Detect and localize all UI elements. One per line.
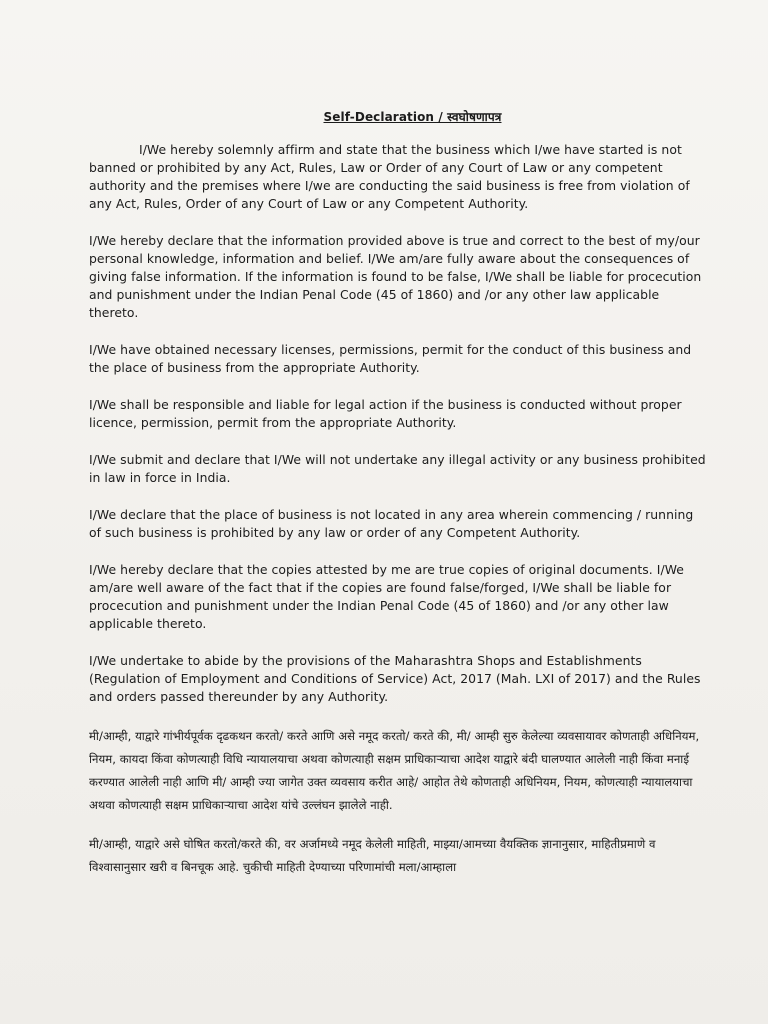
paragraph-legal-liability: I/We shall be responsible and liable for legal action if the business is conducted without proper licence, permission, permit from the appropriate Authority. [89,397,682,430]
paragraph-place-of-business: I/We declare that the place of business is not located in any area wherein commencing / running of such business is prohibited by any law or order of any Competent Authority. [89,507,694,540]
paragraph-marathi-affirmation: मी/आम्ही, याद्वारे गांभीर्यपूर्वक दृढकथन करतो/ करते आणि असे नमूद करतो/ करते की, मी/ आम्ही सुरु केलेल्या व्यवसायावर कोणताही अधिनियम, नियम, कायदा किंवा कोणत्याही विधि न्यायालयाचा अथवा कोणत्याही सक्षम प्राधिकाऱ्याचा आदेश याद्वारे बंदी घालण्यात आलेली नाही किंवा मनाई करण्यात आलेली नाही आणि मी/ आम्ही ज्या जागेत उक्त व्यवसाय करीत आहे/ आहोत तेथे कोणताही अधिनियम, नियम, कोणत्याही न्यायालयाचा अथवा कोणत्याही सक्षम प्राधिकाऱ्याचा आदेश यांचे उल्लंघन झालेले नाही. [89,729,700,812]
paragraph-abide-act: I/We undertake to abide by the provisions of the Maharashtra Shops and Establishments (Regulation of Employment and Conditions of Service) Act, 2017 (Mah. LXI of 2017) and the Rules and orders passed thereunder by any Authority. [89,653,701,704]
document-title: Self-Declaration / स्वघोषणापत्र [323,110,502,124]
paragraph-affirmation: I/We hereby solemnly affirm and state that the business which I/we have started is not banned or prohibited by any Act, Rules, Law or Order of any Court of Law or any competent authority and the premises where I/we are conducting the said business is free from violation of any Act, Rules, Order of any Court of Law or any Competent Authority. [89,142,690,211]
paragraph-marathi-declaration: मी/आम्ही, याद्वारे असे घोषित करतो/करते की, वर अर्जामध्ये नमूद केलेली माहिती, माझ्या/आमच्या वैयक्तिक ज्ञानानुसार, माहितीप्रमाणे व विश्वासानुसार खरी व बिनचूक आहे. चुकीची माहिती देण्याच्या परिणामांची मला/आम्हाला [89,837,656,874]
paragraph-no-illegal-activity: I/We submit and declare that I/We will not undertake any illegal activity or any business prohibited in law in force in India. [89,452,706,485]
paragraph-information-true: I/We hereby declare that the information provided above is true and correct to the best of my/our personal knowledge, information and belief. I/We am/are fully aware about the consequences of giving false information. If the information is found to be false, I/We shall be liable for procecution and punishment under the Indian Penal Code (45 of 1860) and /or any other law applicable thereto. [89,233,702,320]
paragraph-licenses-obtained: I/We have obtained necessary licenses, permissions, permit for the conduct of this business and the place of business from the appropriate Authority. [89,342,692,375]
paragraph-attested-copies: I/We hereby declare that the copies attested by me are true copies of original documents. I/We am/are well aware of the fact that if the copies are found false/forged, I/We shall be liable for procecution and punishment under the Indian Penal Code (45 of 1860) and /or any other law applicable thereto. [89,562,684,631]
